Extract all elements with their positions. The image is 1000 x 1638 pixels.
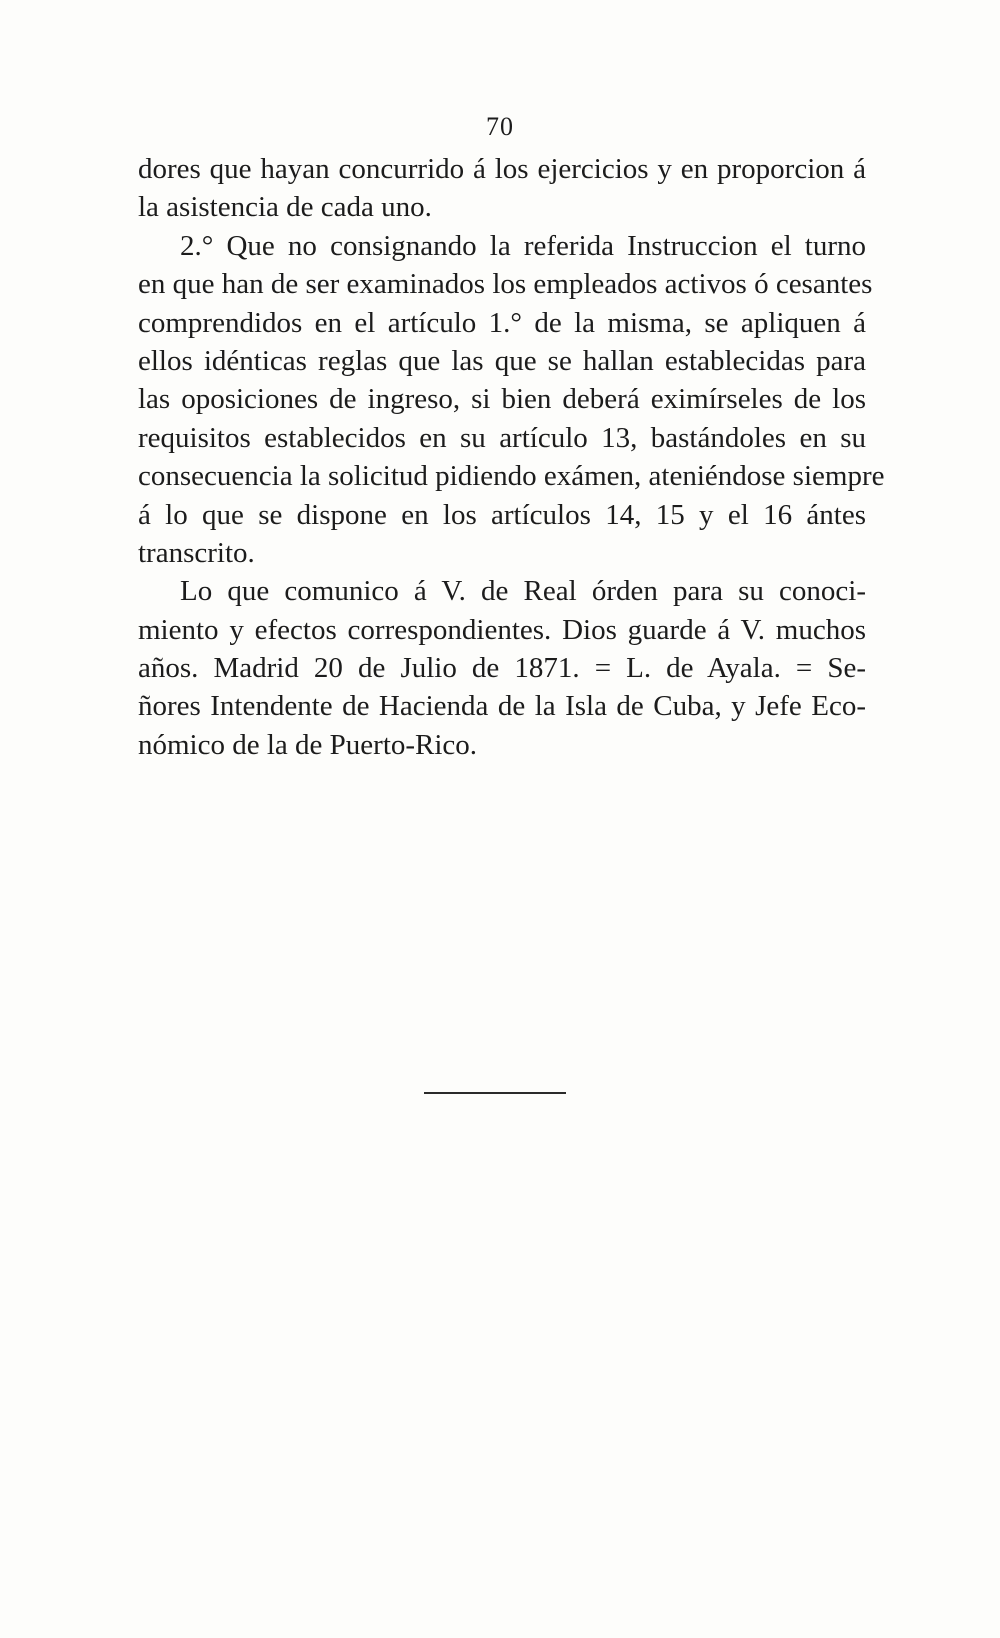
page-number: 70 [486,112,514,141]
text-line: nómico de la de Puerto-Rico. [138,728,478,761]
text-line: dores que hayan concurrido á los ejercicios y en proporcion á [138,153,866,185]
text-line: 2.° Que no consignando la referida Instruccion el turno [180,229,866,262]
text-line: ellos idénticas reglas que las que se hallan establecidas para [138,344,866,377]
text-line: requisitos establecidos en su artículo 13, bastándoles en su [138,421,866,454]
text-line: Lo que comunico á V. de Real órden para su conoci- [180,575,866,608]
text-line: años. Madrid 20 de Julio de 1871. = L. de Ayala. = Se- [138,652,866,685]
text-line: consecuencia la solicitud pidiendo exámen, ateniéndose siempre [138,460,885,493]
text-line: la asistencia de cada uno. [138,191,432,224]
text-line: miento y efectos correspondientes. Dios guarde á V. muchos [138,613,866,646]
text-line: en que han de ser examinados los empleados activos ó cesantes [138,268,873,301]
text-line: las oposiciones de ingreso, si bien deberá eximírseles de los [138,383,866,416]
text-line: á lo que se dispone en los artículos 14, 15 y el 16 ántes [138,498,866,531]
body-text [138,150,885,764]
text-line: comprendidos en el artículo 1.° de la misma, se apliquen á [138,306,866,339]
section-divider [424,1092,566,1094]
text-line: ñores Intendente de Hacienda de la Isla de Cuba, y Jefe Eco- [138,690,866,723]
text-line: transcrito. [138,536,255,569]
